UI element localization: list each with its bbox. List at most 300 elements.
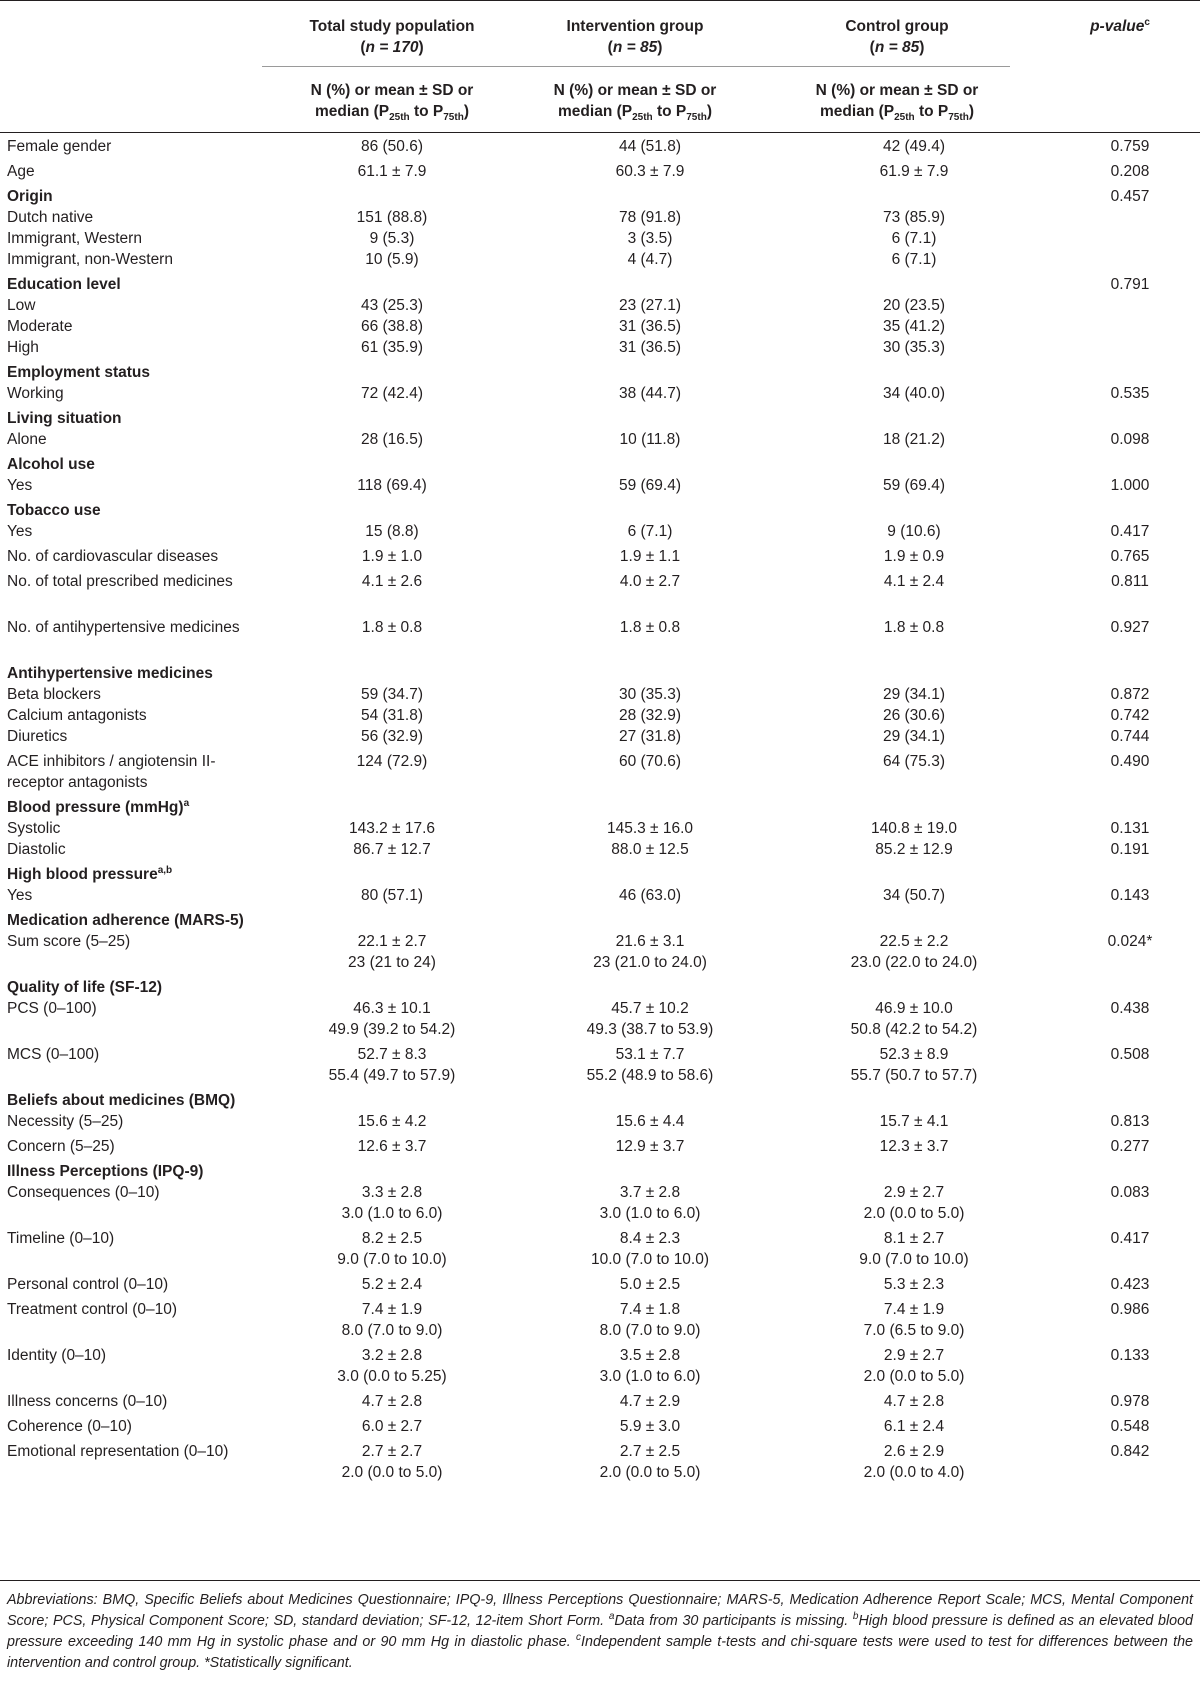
- p-value: 0.191: [1110, 841, 1150, 858]
- control-cell: [774, 1345, 1054, 1387]
- section-label: [7, 977, 247, 998]
- p-value-cell: [1060, 161, 1200, 182]
- row-label: [7, 337, 247, 358]
- row-label-text: No. of total prescribed medicines: [7, 573, 233, 590]
- intervention-cell: [510, 228, 790, 249]
- control-cell: [774, 337, 1054, 358]
- control-cell: [774, 228, 1054, 249]
- row-label-text: Dutch native: [7, 209, 94, 226]
- intervention-cell: [510, 818, 790, 839]
- header-stat-intervention: [505, 80, 765, 122]
- p-value: 0.759: [1110, 138, 1150, 155]
- cell-value: 12.9 ± 3.7: [615, 1138, 685, 1155]
- cell-value: 86 (50.6): [360, 138, 424, 155]
- header-stat-total: [262, 80, 522, 122]
- cell-value: 151 (88.8): [356, 209, 428, 226]
- cell-value: 29 (34.1): [882, 728, 946, 745]
- header-stat-control: [767, 80, 1027, 122]
- section-label: [7, 797, 247, 818]
- row-label: [7, 1391, 247, 1412]
- section-label: [7, 362, 247, 383]
- total-cell: [252, 1111, 532, 1132]
- cell-value: 21.6 ± 3.1: [615, 933, 685, 950]
- section-label: [7, 1161, 247, 1182]
- p-value-cell: [1060, 136, 1200, 157]
- section-label: [7, 663, 247, 684]
- total-cell: [252, 475, 532, 496]
- intervention-cell: [510, 684, 790, 705]
- cell-median: 3.0 (1.0 to 6.0): [599, 1368, 701, 1385]
- cell-value: 143.2 ± 17.6: [348, 820, 436, 837]
- stat-line1: N (%) or mean ± SD or: [553, 82, 717, 99]
- row-label: [7, 1111, 247, 1132]
- p-value: 0.744: [1110, 728, 1150, 745]
- row-label-text: Diastolic: [7, 841, 66, 858]
- intervention-cell: [510, 337, 790, 358]
- stat-p75: 75th: [948, 112, 969, 124]
- p-value-cell: [1060, 885, 1200, 906]
- cell-value: 88.0 ± 12.5: [611, 841, 689, 858]
- row-label-text: High blood pressure: [7, 866, 158, 883]
- stat-p75: 75th: [443, 112, 464, 124]
- intervention-cell: [510, 136, 790, 157]
- intervention-cell: [510, 1441, 790, 1483]
- section-label: [7, 186, 247, 207]
- row-label: [7, 571, 247, 592]
- row-label: [7, 475, 247, 496]
- cell-value: 2.9 ± 2.7: [883, 1347, 945, 1364]
- cell-value: 85.2 ± 12.9: [875, 841, 953, 858]
- cell-value: 4 (4.7): [627, 251, 673, 268]
- p-value: 0.927: [1110, 619, 1150, 636]
- stat-close: ): [463, 103, 469, 120]
- cell-value: 44 (51.8): [618, 138, 682, 155]
- cell-value: 1.8 ± 0.8: [619, 619, 681, 636]
- row-label-text: Alone: [7, 431, 47, 448]
- control-cell: [774, 546, 1054, 567]
- p-value-cell: [1060, 931, 1200, 952]
- intervention-cell: [510, 295, 790, 316]
- top-rule: [0, 0, 1200, 1]
- cell-value: 118 (69.4): [357, 477, 427, 494]
- stat-pre: median (P: [558, 103, 633, 120]
- intervention-cell: [510, 383, 790, 404]
- cell-value: 7.4 ± 1.9: [883, 1301, 945, 1318]
- table-footnote: [7, 1590, 1193, 1674]
- p-value: 0.417: [1110, 1230, 1150, 1247]
- cell-value: 29 (34.1): [882, 686, 946, 703]
- total-cell: [252, 726, 532, 747]
- p-value: 0.490: [1110, 753, 1150, 770]
- stat-line1: N (%) or mean ± SD or: [815, 82, 979, 99]
- control-cell: [774, 885, 1054, 906]
- cell-value: 6 (7.1): [891, 251, 937, 268]
- stat-to: to P: [409, 103, 444, 120]
- control-cell: [774, 839, 1054, 860]
- cell-value: 31 (36.5): [618, 318, 682, 335]
- total-cell: [252, 546, 532, 567]
- row-label-text: Origin: [7, 188, 53, 205]
- p-value-cell: [1060, 705, 1200, 726]
- row-label: [7, 885, 247, 906]
- cell-value: 5.3 ± 2.3: [883, 1276, 945, 1293]
- cell-median: 2.0 (0.0 to 5.0): [599, 1464, 701, 1481]
- p-value: 0.098: [1110, 431, 1150, 448]
- row-label-text: Living situation: [7, 410, 122, 427]
- cell-median: 55.7 (50.7 to 57.7): [850, 1067, 978, 1084]
- cell-value: 124 (72.9): [356, 753, 428, 770]
- row-label: [7, 316, 247, 337]
- cell-value: 10 (5.9): [365, 251, 419, 268]
- cell-median: 9.0 (7.0 to 10.0): [337, 1251, 447, 1268]
- control-cell: [774, 249, 1054, 270]
- p-value-cell: [1060, 726, 1200, 747]
- cell-value: 15.7 ± 4.1: [879, 1113, 949, 1130]
- stat-line2: [767, 101, 1027, 122]
- row-label: [7, 228, 247, 249]
- p-value-cell: [1060, 571, 1200, 592]
- cell-median: 55.2 (48.9 to 58.6): [586, 1067, 714, 1084]
- intervention-cell: [510, 1299, 790, 1341]
- total-cell: [252, 337, 532, 358]
- total-cell: [252, 684, 532, 705]
- p-value-cell: [1060, 818, 1200, 839]
- cell-value: 28 (32.9): [618, 707, 682, 724]
- cell-median: 23 (21.0 to 24.0): [593, 954, 707, 971]
- cell-value: 34 (40.0): [882, 385, 946, 402]
- row-label: [7, 1441, 247, 1462]
- intervention-cell: [510, 207, 790, 228]
- p-value-cell: [1060, 1441, 1200, 1462]
- control-cell: [774, 1182, 1054, 1224]
- p-value: 0.978: [1110, 1393, 1150, 1410]
- header-intervention-n: (n = 85): [607, 39, 663, 56]
- stat-to: to P: [914, 103, 949, 120]
- cell-value: 145.3 ± 16.0: [606, 820, 694, 837]
- cell-value: 3 (3.5): [627, 230, 673, 247]
- cell-value: 5.2 ± 2.4: [361, 1276, 423, 1293]
- cell-value: 61.9 ± 7.9: [879, 163, 949, 180]
- header-p-value-label: p-value: [1090, 18, 1145, 35]
- row-label: [7, 207, 247, 228]
- cell-median: 2.0 (0.0 to 5.0): [863, 1368, 965, 1385]
- p-value-cell: [1060, 1182, 1200, 1203]
- row-label-text: Calcium antagonists: [7, 707, 147, 724]
- p-value: 0.813: [1110, 1113, 1150, 1130]
- section-label: [7, 500, 247, 521]
- header-total-population: [262, 16, 522, 58]
- row-label-text: Tobacco use: [7, 502, 101, 519]
- row-label: [7, 839, 247, 860]
- footnote-b-text: High blood pressure is defined as an elevated blood pressure exceeding 140 mm Hg in systolic phase and or 90 mm Hg in diastolic phase.: [7, 1613, 1193, 1650]
- row-label: [7, 1274, 247, 1295]
- p-value-cell: [1060, 998, 1200, 1019]
- total-cell: [252, 161, 532, 182]
- row-label-text: Working: [7, 385, 64, 402]
- intervention-cell: [510, 998, 790, 1040]
- total-cell: [252, 295, 532, 316]
- cell-value: 38 (44.7): [618, 385, 682, 402]
- row-label: [7, 1136, 247, 1157]
- total-cell: [252, 249, 532, 270]
- p-value: 0.811: [1111, 573, 1149, 590]
- intervention-cell: [510, 1391, 790, 1412]
- row-label-text: Personal control (0–10): [7, 1276, 169, 1293]
- cell-value: 42 (49.4): [882, 138, 946, 155]
- row-label: [7, 617, 247, 638]
- control-cell: [774, 429, 1054, 450]
- control-cell: [774, 1299, 1054, 1341]
- p-value-cell: [1060, 186, 1200, 207]
- footnote-sup-a: a: [608, 1611, 615, 1623]
- p-value: 0.986: [1110, 1301, 1150, 1318]
- footnote-sup-c: c: [576, 1632, 582, 1644]
- p-value-cell: [1060, 751, 1200, 772]
- header-mid-rule: [262, 66, 1010, 67]
- header-total-title: Total study population: [309, 18, 475, 35]
- p-value-cell: [1060, 546, 1200, 567]
- row-label-text: Yes: [7, 477, 33, 494]
- intervention-cell: [510, 885, 790, 906]
- total-cell: [252, 136, 532, 157]
- cell-value: 3.5 ± 2.8: [619, 1347, 681, 1364]
- cell-value: 59 (69.4): [618, 477, 682, 494]
- cell-value: 7.4 ± 1.9: [361, 1301, 423, 1318]
- control-cell: [774, 1416, 1054, 1437]
- control-cell: [774, 571, 1054, 592]
- cell-value: 66 (38.8): [360, 318, 424, 335]
- cell-value: 86.7 ± 12.7: [353, 841, 431, 858]
- row-label: [7, 295, 247, 316]
- p-value-cell: [1060, 521, 1200, 542]
- control-cell: [774, 161, 1054, 182]
- cell-value: 7.4 ± 1.8: [619, 1301, 681, 1318]
- p-value: 0.277: [1110, 1138, 1150, 1155]
- cell-value: 2.9 ± 2.7: [883, 1184, 945, 1201]
- row-label-text: Treatment control (0–10): [7, 1301, 178, 1318]
- cell-median: 23.0 (22.0 to 24.0): [850, 954, 978, 971]
- p-value-cell: [1060, 429, 1200, 450]
- intervention-cell: [510, 705, 790, 726]
- control-cell: [774, 1111, 1054, 1132]
- total-cell: [252, 885, 532, 906]
- total-cell: [252, 316, 532, 337]
- control-cell: [774, 383, 1054, 404]
- cell-value: 61 (35.9): [360, 339, 424, 356]
- total-cell: [252, 429, 532, 450]
- row-label: [7, 521, 247, 542]
- stat-p25: 25th: [632, 112, 653, 124]
- p-value-cell: [1060, 617, 1200, 638]
- cell-median: 9.0 (7.0 to 10.0): [859, 1251, 969, 1268]
- intervention-cell: [510, 521, 790, 542]
- row-label-text: Immigrant, Western: [7, 230, 142, 247]
- p-value-cell: [1060, 475, 1200, 496]
- intervention-cell: [510, 546, 790, 567]
- cell-value: 27 (31.8): [618, 728, 682, 745]
- total-cell: [252, 705, 532, 726]
- cell-value: 26 (30.6): [882, 707, 946, 724]
- p-value: 0.208: [1110, 163, 1150, 180]
- p-value: 0.143: [1110, 887, 1150, 904]
- intervention-cell: [510, 1416, 790, 1437]
- row-label: [7, 429, 247, 450]
- header-total-n-value: n = 170: [365, 39, 419, 56]
- cell-value: 23 (27.1): [618, 297, 682, 314]
- header-p-value-sup: c: [1144, 16, 1150, 28]
- control-cell: [774, 617, 1054, 638]
- cell-median: 8.0 (7.0 to 9.0): [341, 1322, 443, 1339]
- p-value: 0.842: [1110, 1443, 1150, 1460]
- p-value: 0.438: [1110, 1000, 1150, 1017]
- cell-value: 8.1 ± 2.7: [883, 1230, 945, 1247]
- cell-median: 7.0 (6.5 to 9.0): [863, 1322, 965, 1339]
- control-cell: [774, 1441, 1054, 1483]
- cell-value: 1.8 ± 0.8: [361, 619, 423, 636]
- row-label-text: ACE inhibitors / angiotensin II-receptor antagonists: [7, 753, 216, 791]
- row-label: [7, 1044, 247, 1065]
- cell-median: 3.0 (1.0 to 6.0): [599, 1205, 701, 1222]
- cell-median: 2.0 (0.0 to 5.0): [341, 1464, 443, 1481]
- header-intervention: [505, 16, 765, 58]
- intervention-cell: [510, 1136, 790, 1157]
- intervention-cell: [510, 1345, 790, 1387]
- row-label-text: MCS (0–100): [7, 1046, 100, 1063]
- total-cell: [252, 228, 532, 249]
- row-label-text: Illness concerns (0–10): [7, 1393, 168, 1410]
- stat-close: ): [706, 103, 712, 120]
- row-label: [7, 818, 247, 839]
- cell-value: 10 (11.8): [619, 431, 681, 448]
- stat-p25: 25th: [894, 112, 915, 124]
- total-cell: [252, 617, 532, 638]
- stat-line1: N (%) or mean ± SD or: [310, 82, 474, 99]
- footnote-a-text: Data from 30 participants is missing.: [614, 1613, 853, 1629]
- cell-value: 46 (63.0): [618, 887, 682, 904]
- cell-value: 80 (57.1): [360, 887, 424, 904]
- header-control-title: Control group: [845, 18, 949, 35]
- table-bottom-rule: [0, 1580, 1200, 1581]
- p-value-cell: [1060, 1299, 1200, 1320]
- row-label-text: No. of antihypertensive medicines: [7, 619, 240, 636]
- cell-value: 2.7 ± 2.5: [619, 1443, 681, 1460]
- cell-value: 9 (10.6): [887, 523, 941, 540]
- control-cell: [774, 207, 1054, 228]
- row-label: [7, 1416, 247, 1437]
- intervention-cell: [510, 931, 790, 973]
- intervention-cell: [510, 726, 790, 747]
- cell-median: 3.0 (0.0 to 5.25): [337, 1368, 447, 1385]
- header-control: [767, 16, 1027, 58]
- cell-value: 60 (70.6): [618, 753, 682, 770]
- p-value: 0.423: [1110, 1276, 1150, 1293]
- row-label: [7, 931, 247, 952]
- stat-pre: median (P: [820, 103, 895, 120]
- p-value-cell: [1060, 1136, 1200, 1157]
- cell-value: 4.1 ± 2.6: [361, 573, 423, 590]
- control-cell: [774, 1136, 1054, 1157]
- p-value-cell: [1060, 839, 1200, 860]
- cell-value: 22.5 ± 2.2: [879, 933, 949, 950]
- cell-value: 72 (42.4): [360, 385, 424, 402]
- total-cell: [252, 1299, 532, 1341]
- cell-value: 52.7 ± 8.3: [357, 1046, 427, 1063]
- header-intervention-n-value: n = 85: [612, 39, 658, 56]
- cell-value: 45.7 ± 10.2: [611, 1000, 689, 1017]
- cell-value: 6.1 ± 2.4: [883, 1418, 945, 1435]
- intervention-cell: [510, 249, 790, 270]
- stat-close: ): [968, 103, 974, 120]
- cell-value: 59 (69.4): [882, 477, 946, 494]
- cell-value: 46.9 ± 10.0: [875, 1000, 953, 1017]
- intervention-cell: [510, 429, 790, 450]
- cell-median: 49.3 (38.7 to 53.9): [586, 1021, 714, 1038]
- cell-value: 18 (21.2): [882, 431, 946, 448]
- cell-value: 56 (32.9): [360, 728, 424, 745]
- cell-value: 12.6 ± 3.7: [357, 1138, 427, 1155]
- section-label: [7, 454, 247, 475]
- control-cell: [774, 1391, 1054, 1412]
- control-cell: [774, 1274, 1054, 1295]
- total-cell: [252, 839, 532, 860]
- row-label-sup: a: [183, 797, 190, 809]
- cell-value: 61.1 ± 7.9: [357, 163, 427, 180]
- row-label: [7, 546, 247, 567]
- cell-value: 52.3 ± 8.9: [879, 1046, 949, 1063]
- row-label-text: Illness Perceptions (IPQ-9): [7, 1163, 204, 1180]
- row-label-text: Concern (5–25): [7, 1138, 115, 1155]
- row-label-text: Medication adherence (MARS-5): [7, 912, 244, 929]
- row-label: [7, 1299, 247, 1320]
- cell-value: 5.9 ± 3.0: [619, 1418, 681, 1435]
- cell-value: 140.8 ± 19.0: [870, 820, 958, 837]
- row-label: [7, 1182, 247, 1203]
- row-label: [7, 136, 247, 157]
- total-cell: [252, 1416, 532, 1437]
- cell-value: 53.1 ± 7.7: [615, 1046, 685, 1063]
- cell-value: 1.9 ± 1.0: [361, 548, 423, 565]
- row-label-text: Yes: [7, 523, 33, 540]
- total-cell: [252, 1391, 532, 1412]
- p-value: 0.791: [1110, 276, 1150, 293]
- intervention-cell: [510, 617, 790, 638]
- cell-value: 1.9 ± 0.9: [883, 548, 945, 565]
- row-label-text: Consequences (0–10): [7, 1184, 160, 1201]
- p-value: 0.083: [1110, 1184, 1150, 1201]
- p-value-cell: [1060, 1391, 1200, 1412]
- total-cell: [252, 521, 532, 542]
- row-label-text: Diuretics: [7, 728, 68, 745]
- p-value: 0.417: [1110, 523, 1150, 540]
- control-cell: [774, 751, 1054, 772]
- row-label: [7, 726, 247, 747]
- intervention-cell: [510, 316, 790, 337]
- row-label: [7, 998, 247, 1019]
- cell-median: 3.0 (1.0 to 6.0): [341, 1205, 443, 1222]
- stat-p25: 25th: [389, 112, 410, 124]
- total-cell: [252, 571, 532, 592]
- footnote-abbreviations: Abbreviations: BMQ, Specific Beliefs about Medicines Questionnaire; IPQ-9, Illness Perceptions Questionnaire; MARS-5, Medication Adherence Report Scale; MCS, Mental Component Score; PCS, Physical Component Score; SD, standard deviation; SF-12, 12-item Short Form.: [7, 1592, 1193, 1629]
- p-value: 0.024*: [1107, 933, 1153, 950]
- total-cell: [252, 1136, 532, 1157]
- control-cell: [774, 1228, 1054, 1270]
- p-value: 0.508: [1110, 1046, 1150, 1063]
- p-value-cell: [1060, 274, 1200, 295]
- control-cell: [774, 684, 1054, 705]
- total-cell: [252, 1044, 532, 1086]
- cell-value: 64 (75.3): [882, 753, 946, 770]
- cell-value: 4.1 ± 2.4: [883, 573, 945, 590]
